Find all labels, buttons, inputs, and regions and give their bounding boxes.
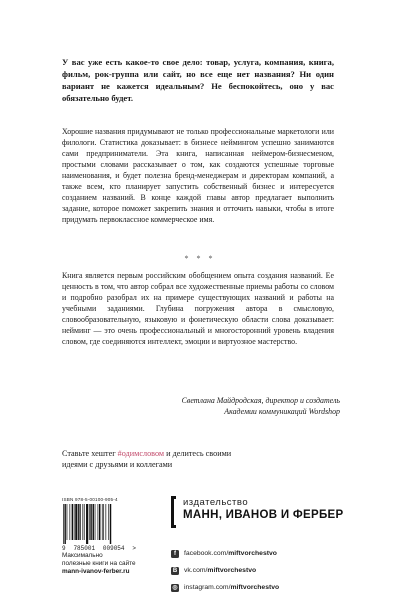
barcode-digit-suffix: > [132, 545, 136, 552]
social-handle: miftvorchestvo [207, 567, 257, 574]
social-link-instagram[interactable] [171, 579, 341, 596]
hashtag-link[interactable]: #одимсловом [117, 449, 165, 458]
publisher-logo [171, 496, 344, 530]
isbn-barcode-block [62, 497, 136, 552]
description-paragraph: Хорошие названия придумывают не только профессиональные маркетологи или филологи. Статистика доказывает: в бизнесе неймингом успешно занимаются сами предприниматели. Эта книга, написанная неймером-бизнесменом, простыми словами рассказывает о том, как создаются успешные торговые наименования, и будет полезна бренд-менеджерам и директорам компаний, а также всем, кто планирует запустить собственный бизнес и интересуется созданием названий. В конце каждой главы автор предлагает выполнить задание, которое поможет закрепить знания и отточить навыки, чтобы в итоге придумать первоклассное коммерческое имя. [62, 127, 334, 224]
social-prefix: facebook.com/ [184, 550, 229, 557]
barcode-bar [95, 504, 96, 540]
hashtag-text-before: Ставьте хештег [62, 449, 118, 458]
hashtag-invitation [62, 448, 237, 470]
barcode-bar [84, 504, 85, 540]
website-promo [62, 552, 162, 576]
vk-icon: B [172, 567, 178, 574]
barcode-image [62, 504, 136, 544]
barcode-digit-first: 9 [62, 545, 66, 552]
barcode-bar [64, 504, 65, 544]
social-links [171, 545, 341, 596]
barcode-bar [89, 504, 90, 540]
barcode-bar [105, 504, 106, 540]
barcode-bar [93, 504, 94, 540]
barcode-bar [63, 504, 64, 544]
barcode-bar [78, 504, 79, 540]
promo-line-1: Максимально [62, 552, 103, 559]
social-handle: miftvorchestvo [228, 550, 277, 557]
social-prefix: vk.com/ [184, 567, 208, 574]
barcode-bar [99, 504, 100, 540]
social-link-facebook[interactable] [171, 545, 341, 562]
publisher-bracket-icon [171, 496, 176, 528]
barcode-bar [108, 504, 109, 540]
barcode-digits [62, 545, 136, 552]
barcode-bar [98, 504, 99, 540]
hashtag-text-after: и делитесь своими идеями с друзьями и коллегами [62, 449, 232, 469]
section-separator: * * * [184, 254, 216, 263]
barcode-bar [82, 504, 83, 540]
promo-line-2: полезные книги на сайте [62, 560, 136, 567]
signature-line-2: Академии коммуникаций Wordshop [224, 407, 340, 416]
barcode-bar [86, 504, 88, 544]
barcode-bar [80, 504, 81, 540]
website-link[interactable]: mann-ivanov-ferber.ru [62, 568, 130, 575]
barcode-digit-group-1: 785001 [73, 545, 96, 552]
review-paragraph: Книга является первым российским обобщением опыта создания названий. Ее ценность в том, что автор собрал все художественные приемы работы со словом и подробно разобрал их на примере существующих названий и работы на учебными заданиями. Глубина погружения автора в смысловую, словообразовательную, языковую и фонетическую области слова доказывает: нейминг — это очень профессиональный и многосторонний уровень владения словом, где соединяются интеллект, эмоции и виртуозное мастерство. [62, 271, 334, 346]
signature-line-1: Светлана Майдродская, директор и создатель [181, 396, 340, 405]
barcode-bar [74, 504, 75, 540]
social-handle: miftvorchestvo [230, 584, 280, 591]
barcode-bar [67, 504, 68, 540]
review-signature [100, 395, 340, 417]
facebook-icon: f [171, 550, 179, 558]
instagram-icon: ◎ [172, 584, 178, 591]
barcode-bar [69, 504, 70, 540]
barcode-bar [75, 504, 77, 540]
barcode-bar [110, 504, 111, 544]
barcode-bar [103, 504, 104, 540]
publisher-label: издательство [183, 497, 249, 508]
barcode-bar [90, 504, 91, 540]
publisher-name: МАНН, ИВАНОВ И ФЕРБЕР [183, 509, 344, 521]
isbn-label: ISBN 978-5-00100-905-4 [62, 497, 118, 502]
barcode-bar [102, 504, 103, 540]
barcode-bar [72, 504, 73, 540]
social-prefix: instagram.com/ [184, 584, 231, 591]
barcode-digit-group-2: 009054 [102, 545, 125, 552]
lead-paragraph: У вас уже есть какое-то свое дело: товар, услуга, компания, книга, фильм, рок-группа или сайт, но все еще нет названия? Ни один вариант не кажется идеальным? Не беспокойтесь, оно у вас обязательно будет. [62, 57, 334, 103]
social-link-vk[interactable] [171, 562, 341, 579]
